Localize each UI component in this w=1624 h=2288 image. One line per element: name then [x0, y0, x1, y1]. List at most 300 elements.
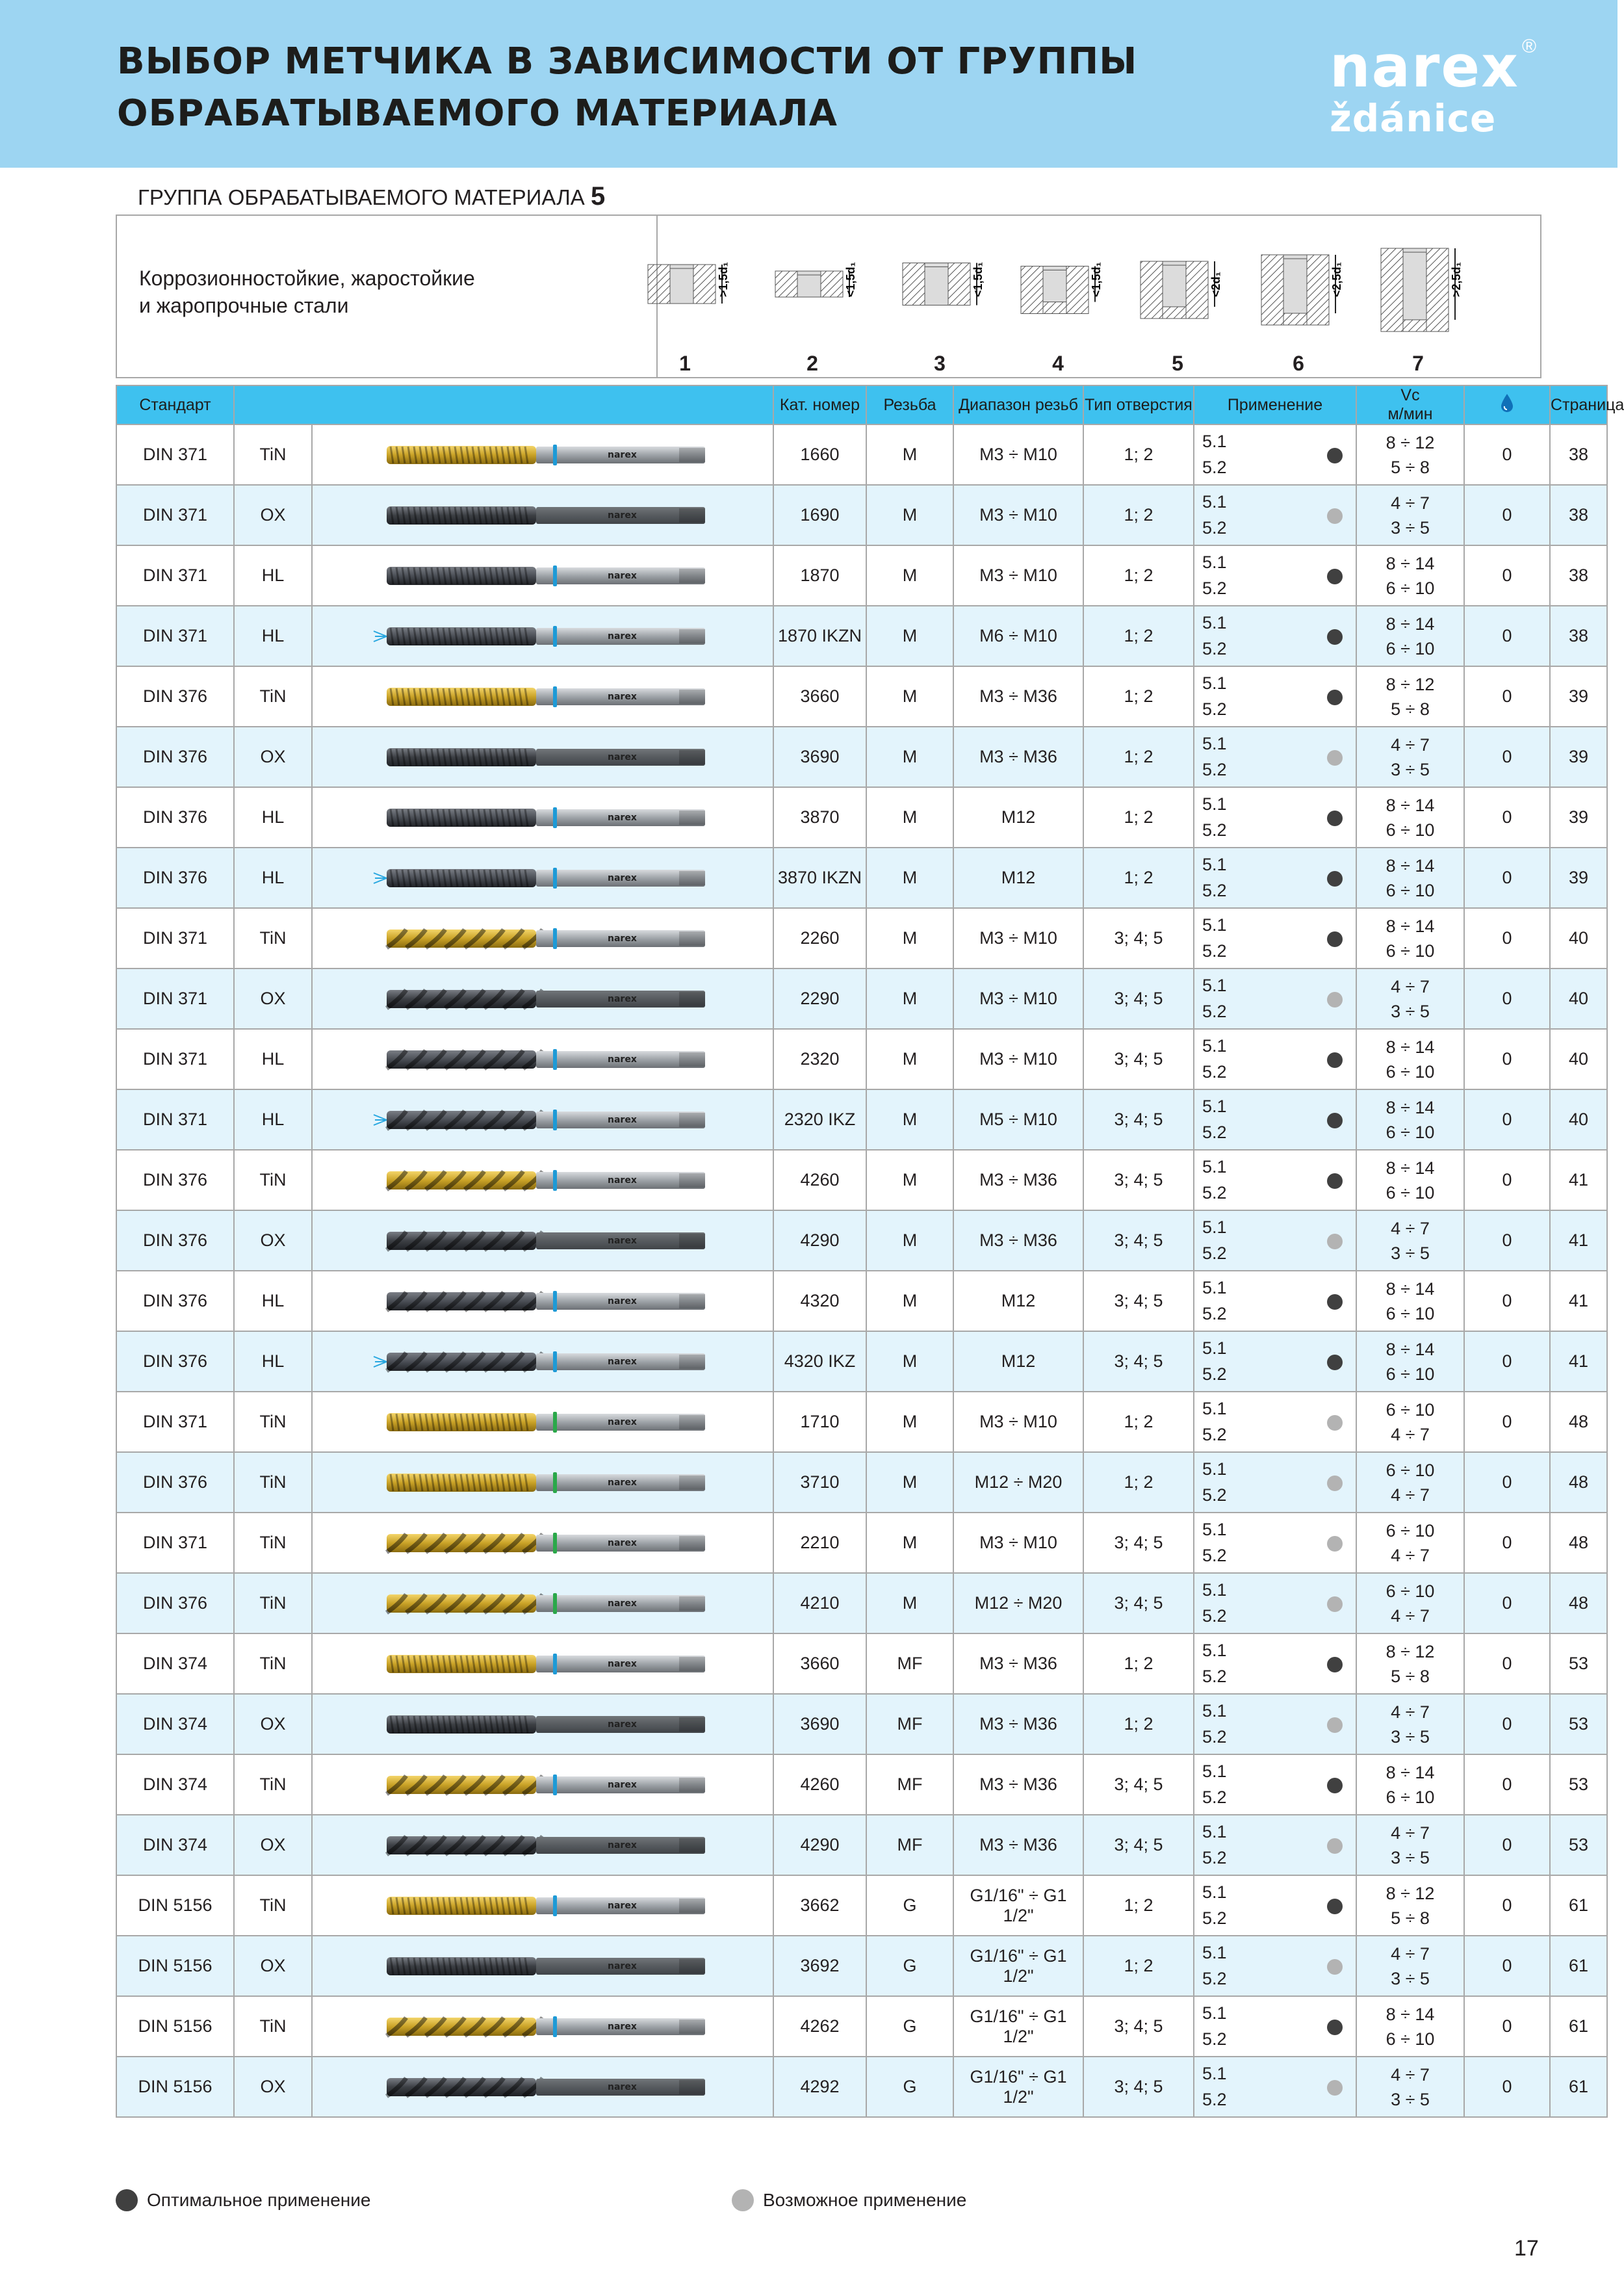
cell-page: 38 — [1550, 606, 1607, 666]
vc-value-1: 6 ÷ 10 — [1386, 1460, 1435, 1480]
cell-standard: DIN 376 — [116, 666, 234, 727]
app-group-2: 5.2 — [1202, 699, 1227, 719]
svg-text:narex: narex — [608, 1477, 637, 1488]
header-band — [0, 0, 1618, 168]
cell-standard: DIN 371 — [116, 606, 234, 666]
table-row — [116, 1089, 1607, 1150]
cell-thread: M — [866, 1513, 953, 1573]
hole-type-number: 3 — [934, 352, 946, 375]
vc-value-2: 4 ÷ 7 — [1391, 1424, 1430, 1444]
cell-page: 41 — [1550, 1331, 1607, 1392]
app-group-1: 5.1 — [1202, 976, 1227, 995]
cell-standard: DIN 376 — [116, 848, 234, 908]
cell-range: M3 ÷ M10 — [953, 1392, 1083, 1452]
tap-illustration — [312, 606, 773, 666]
optimal-dot-icon — [1327, 1113, 1343, 1128]
table-row — [116, 1513, 1607, 1573]
cell-page: 61 — [1550, 1936, 1607, 1996]
cell-thread: MF — [866, 1633, 953, 1694]
cell-standard: DIN 374 — [116, 1754, 234, 1815]
cell-application — [1194, 1573, 1356, 1633]
cell-cat-number: 1660 — [773, 424, 866, 485]
cell-coating: OX — [234, 1210, 312, 1271]
cell-coolant: 0 — [1464, 968, 1550, 1029]
vc-value-1: 4 ÷ 7 — [1391, 734, 1430, 755]
cell-range: M3 ÷ M36 — [953, 1694, 1083, 1754]
app-group-2: 5.2 — [1202, 1667, 1227, 1686]
vc-value-1: 8 ÷ 14 — [1386, 795, 1435, 815]
vc-value-2: 3 ÷ 5 — [1391, 1968, 1430, 1988]
vc-value-2: 5 ÷ 8 — [1391, 1666, 1430, 1686]
legend-possible-label: Возможное применение — [763, 2190, 967, 2210]
app-group-2: 5.2 — [1202, 1425, 1227, 1444]
optimal-dot-icon — [1327, 811, 1343, 826]
svg-text:narex: narex — [608, 1537, 637, 1548]
app-group-2: 5.2 — [1202, 1848, 1227, 1867]
vc-value-2: 4 ÷ 7 — [1391, 1485, 1430, 1505]
cell-vc — [1356, 666, 1464, 727]
cell-thread: MF — [866, 1694, 953, 1754]
hole-section-icon — [764, 216, 861, 352]
cell-cat-number: 3692 — [773, 1936, 866, 1996]
cell-application — [1194, 545, 1356, 606]
hole-type-1 — [636, 216, 734, 378]
cell-coolant: 0 — [1464, 787, 1550, 848]
hole-type-6 — [1250, 216, 1347, 378]
app-group-2: 5.2 — [1202, 1183, 1227, 1202]
cell-standard: DIN 371 — [116, 968, 234, 1029]
cell-thread: M — [866, 1331, 953, 1392]
vc-value-1: 4 ÷ 7 — [1391, 1944, 1430, 1964]
svg-text:narex: narex — [608, 2021, 637, 2032]
table-row — [116, 968, 1607, 1029]
vc-value-1: 6 ÷ 10 — [1386, 1520, 1435, 1540]
cell-thread: M — [866, 1271, 953, 1331]
cell-coating: OX — [234, 1694, 312, 1754]
vc-unit: м/мин — [1387, 405, 1433, 423]
vc-value-2: 4 ÷ 7 — [1391, 1545, 1430, 1565]
cell-standard: DIN 376 — [116, 1331, 234, 1392]
app-group-2: 5.2 — [1202, 1123, 1227, 1142]
cell-coolant: 0 — [1464, 1573, 1550, 1633]
vc-value-1: 8 ÷ 14 — [1386, 916, 1435, 936]
cell-vc — [1356, 1210, 1464, 1271]
narex-logo — [1323, 33, 1537, 146]
app-group-2: 5.2 — [1202, 518, 1227, 538]
vc-value-2: 6 ÷ 10 — [1386, 1787, 1435, 1807]
app-group-1: 5.1 — [1202, 1217, 1227, 1237]
possible-dot-icon — [1327, 992, 1343, 1008]
app-group-2: 5.2 — [1202, 881, 1227, 900]
app-group-2: 5.2 — [1202, 2090, 1227, 2109]
cell-application — [1194, 727, 1356, 787]
cell-coolant: 0 — [1464, 1996, 1550, 2057]
cell-cat-number: 4290 — [773, 1815, 866, 1875]
cell-standard: DIN 371 — [116, 1089, 234, 1150]
cell-thread: M — [866, 1150, 953, 1210]
cell-thread: M — [866, 666, 953, 727]
cell-range: M3 ÷ M36 — [953, 1815, 1083, 1875]
table-row — [116, 727, 1607, 787]
cell-thread: M — [866, 1392, 953, 1452]
cell-hole-type: 1; 2 — [1083, 1633, 1194, 1694]
table-row — [116, 848, 1607, 908]
app-group-2: 5.2 — [1202, 578, 1227, 598]
cell-range: M5 ÷ M10 — [953, 1089, 1083, 1150]
cell-coating: HL — [234, 1089, 312, 1150]
vc-value-2: 5 ÷ 8 — [1391, 699, 1430, 719]
cell-cat-number: 2290 — [773, 968, 866, 1029]
svg-text:<2d₁: <2d₁ — [1209, 272, 1222, 297]
cell-vc — [1356, 1694, 1464, 1754]
hole-type-number: 5 — [1172, 352, 1183, 375]
col-range: Диапазон резьб — [953, 385, 1083, 424]
cell-application — [1194, 606, 1356, 666]
vc-value-2: 6 ÷ 10 — [1386, 1364, 1435, 1384]
tap-illustration — [312, 1150, 773, 1210]
cell-application — [1194, 908, 1356, 968]
cell-page: 41 — [1550, 1210, 1607, 1271]
hole-type-3 — [891, 216, 988, 378]
possible-dot-icon — [1327, 2080, 1343, 2096]
app-group-2: 5.2 — [1202, 1727, 1227, 1747]
cell-coating: TiN — [234, 908, 312, 968]
svg-text:narex: narex — [608, 510, 637, 521]
app-group-2: 5.2 — [1202, 1243, 1227, 1263]
cell-hole-type: 1; 2 — [1083, 666, 1194, 727]
cell-thread: M — [866, 1452, 953, 1513]
page-number: 17 — [1514, 2236, 1539, 2261]
cell-standard: DIN 374 — [116, 1633, 234, 1694]
svg-text:>2,5d₁: >2,5d₁ — [1450, 262, 1463, 297]
cell-page: 53 — [1550, 1694, 1607, 1754]
cell-coating: HL — [234, 1271, 312, 1331]
app-group-2: 5.2 — [1202, 1304, 1227, 1323]
col-application: Применение — [1194, 385, 1356, 424]
possible-dot-icon — [1327, 750, 1343, 766]
vc-value-2: 6 ÷ 10 — [1386, 578, 1435, 598]
app-group-2: 5.2 — [1202, 1485, 1227, 1505]
cell-vc — [1356, 1392, 1464, 1452]
optimal-dot-icon — [1327, 1052, 1343, 1068]
vc-value-2: 6 ÷ 10 — [1386, 2029, 1435, 2049]
description-line-1: Коррозионностойкие, жаростойкие — [139, 266, 475, 290]
tap-selection-table — [116, 385, 1624, 2118]
cell-application — [1194, 1815, 1356, 1875]
cell-thread: M — [866, 1029, 953, 1089]
material-group-title — [138, 181, 605, 213]
app-group-1: 5.1 — [1202, 2064, 1227, 2083]
possible-dot-icon — [1327, 1415, 1343, 1431]
material-info-box — [116, 214, 1541, 378]
tap-illustration — [312, 485, 773, 545]
app-group-1: 5.1 — [1202, 1580, 1227, 1600]
cell-coolant: 0 — [1464, 1089, 1550, 1150]
cell-hole-type: 3; 4; 5 — [1083, 1754, 1194, 1815]
cell-cat-number: 4320 — [773, 1271, 866, 1331]
vc-label: Vc — [1400, 386, 1420, 404]
vc-value-1: 8 ÷ 14 — [1386, 855, 1435, 876]
cell-thread: G — [866, 1875, 953, 1936]
tap-illustration — [312, 1754, 773, 1815]
app-group-1: 5.1 — [1202, 2003, 1227, 2023]
cell-thread: G — [866, 1936, 953, 1996]
svg-text:narex: narex — [608, 691, 637, 702]
cell-application — [1194, 485, 1356, 545]
cell-cat-number: 2320 — [773, 1029, 866, 1089]
cell-vc — [1356, 1936, 1464, 1996]
cell-vc — [1356, 1331, 1464, 1392]
cell-hole-type: 3; 4; 5 — [1083, 1815, 1194, 1875]
svg-text:narex: narex — [608, 1960, 637, 1971]
vc-value-1: 4 ÷ 7 — [1391, 1823, 1430, 1843]
tap-illustration — [312, 727, 773, 787]
cell-hole-type: 1; 2 — [1083, 606, 1194, 666]
optimal-dot-icon — [1327, 1294, 1343, 1310]
cell-vc — [1356, 968, 1464, 1029]
cell-coolant: 0 — [1464, 1210, 1550, 1271]
cell-page: 40 — [1550, 968, 1607, 1029]
cell-page: 48 — [1550, 1573, 1607, 1633]
vc-value-2: 3 ÷ 5 — [1391, 1847, 1430, 1867]
cell-range: M3 ÷ M36 — [953, 1150, 1083, 1210]
app-group-2: 5.2 — [1202, 941, 1227, 961]
cell-vc — [1356, 1573, 1464, 1633]
cell-coolant: 0 — [1464, 1150, 1550, 1210]
cell-application — [1194, 848, 1356, 908]
optimal-dot-icon — [1327, 871, 1343, 887]
app-group-2: 5.2 — [1202, 1606, 1227, 1626]
cell-vc — [1356, 787, 1464, 848]
cell-range: M12 — [953, 787, 1083, 848]
title-line-2: ОБРАБАТЫВАЕМОГО МАТЕРИАЛА — [117, 92, 838, 135]
app-group-1: 5.1 — [1202, 1641, 1227, 1660]
tap-illustration — [312, 1996, 773, 2057]
cell-page: 40 — [1550, 1089, 1607, 1150]
cell-range: M12 — [953, 1331, 1083, 1392]
tap-illustration — [312, 666, 773, 727]
possible-dot-icon — [1327, 1476, 1343, 1491]
tap-illustration — [312, 424, 773, 485]
svg-text:narex: narex — [608, 1114, 637, 1125]
col-vc — [1356, 385, 1464, 424]
col-thread: Резьба — [866, 385, 953, 424]
vc-value-1: 8 ÷ 12 — [1386, 1641, 1435, 1661]
cell-coolant: 0 — [1464, 1029, 1550, 1089]
cell-hole-type: 3; 4; 5 — [1083, 1513, 1194, 1573]
svg-text:>1,5d₁: >1,5d₁ — [717, 262, 730, 297]
cell-coating: TiN — [234, 1513, 312, 1573]
svg-text:narex: narex — [608, 993, 637, 1004]
cell-hole-type: 1; 2 — [1083, 787, 1194, 848]
vc-value-2: 3 ÷ 5 — [1391, 759, 1430, 779]
cell-cat-number: 3710 — [773, 1452, 866, 1513]
cell-range: M3 ÷ M10 — [953, 545, 1083, 606]
vc-value-1: 4 ÷ 7 — [1391, 1702, 1430, 1722]
table-row — [116, 1694, 1607, 1754]
cell-cat-number: 1710 — [773, 1392, 866, 1452]
vc-value-2: 3 ÷ 5 — [1391, 1726, 1430, 1747]
cell-standard: DIN 371 — [116, 1513, 234, 1573]
svg-text:narex: narex — [608, 630, 637, 642]
tap-illustration — [312, 1089, 773, 1150]
cell-coating: TiN — [234, 1573, 312, 1633]
cell-coating: TiN — [234, 1392, 312, 1452]
svg-text:<1,5d₁: <1,5d₁ — [1090, 262, 1103, 297]
cell-hole-type: 1; 2 — [1083, 848, 1194, 908]
hole-section-icon — [891, 216, 988, 352]
app-group-1: 5.1 — [1202, 613, 1227, 632]
cell-range: G1/16" ÷ G1 1/2" — [953, 1996, 1083, 2057]
cell-vc — [1356, 1089, 1464, 1150]
tap-illustration — [312, 1392, 773, 1452]
cell-coating: HL — [234, 545, 312, 606]
app-group-1: 5.1 — [1202, 1157, 1227, 1176]
cell-cat-number: 1870 — [773, 545, 866, 606]
app-group-1: 5.1 — [1202, 1036, 1227, 1056]
svg-text:narex: narex — [608, 1295, 637, 1306]
table-row — [116, 1150, 1607, 1210]
hole-type-number: 2 — [806, 352, 818, 375]
cell-application — [1194, 424, 1356, 485]
cell-page: 40 — [1550, 1029, 1607, 1089]
cell-hole-type: 3; 4; 5 — [1083, 2057, 1194, 2117]
tap-illustration — [312, 1029, 773, 1089]
app-group-1: 5.1 — [1202, 1701, 1227, 1721]
cell-application — [1194, 1513, 1356, 1573]
cell-page: 48 — [1550, 1452, 1607, 1513]
cell-coolant: 0 — [1464, 666, 1550, 727]
cell-page: 39 — [1550, 727, 1607, 787]
cell-application — [1194, 1089, 1356, 1150]
cell-cat-number: 4290 — [773, 1210, 866, 1271]
cell-application — [1194, 1150, 1356, 1210]
app-group-1: 5.1 — [1202, 492, 1227, 512]
cell-coolant: 0 — [1464, 1392, 1550, 1452]
cell-thread: M — [866, 606, 953, 666]
cell-cat-number: 2320 IKZ — [773, 1089, 866, 1150]
cell-page: 39 — [1550, 666, 1607, 727]
cell-coating: TiN — [234, 1875, 312, 1936]
svg-text:narex: narex — [608, 1175, 637, 1186]
cell-hole-type: 1; 2 — [1083, 1875, 1194, 1936]
tap-illustration — [312, 1271, 773, 1331]
cell-coating: TiN — [234, 1754, 312, 1815]
app-group-2: 5.2 — [1202, 1002, 1227, 1021]
optimal-dot-icon — [1327, 1173, 1343, 1189]
vc-value-2: 6 ÷ 10 — [1386, 820, 1435, 840]
cell-thread: M — [866, 727, 953, 787]
vc-value-1: 8 ÷ 14 — [1386, 1762, 1435, 1782]
cell-range: G1/16" ÷ G1 1/2" — [953, 2057, 1083, 2117]
cell-coolant: 0 — [1464, 1633, 1550, 1694]
cell-cat-number: 4260 — [773, 1754, 866, 1815]
possible-dot-icon — [1327, 1717, 1343, 1733]
cell-coating: OX — [234, 2057, 312, 2117]
cell-vc — [1356, 1271, 1464, 1331]
hole-type-7 — [1369, 216, 1467, 378]
cell-coolant: 0 — [1464, 1875, 1550, 1936]
hole-type-2 — [764, 216, 861, 378]
cell-vc — [1356, 1029, 1464, 1089]
optimal-dot-icon — [1327, 569, 1343, 584]
page-title — [117, 36, 1137, 140]
cell-hole-type: 1; 2 — [1083, 1936, 1194, 1996]
vc-value-1: 4 ÷ 7 — [1391, 2064, 1430, 2085]
cell-coating: HL — [234, 848, 312, 908]
tap-illustration — [312, 1331, 773, 1392]
tap-illustration — [312, 2057, 773, 2117]
hole-section-icon — [1009, 216, 1107, 352]
vc-value-1: 4 ÷ 7 — [1391, 976, 1430, 996]
cell-coating: HL — [234, 787, 312, 848]
col-hole-type: Тип отверстия — [1083, 385, 1194, 424]
svg-text:<2,5d₁: <2,5d₁ — [1330, 262, 1343, 297]
cell-cat-number: 3690 — [773, 727, 866, 787]
table-row — [116, 1936, 1607, 1996]
table-row — [116, 1331, 1607, 1392]
svg-text:narex: narex — [608, 1416, 637, 1427]
cell-page: 61 — [1550, 1996, 1607, 2057]
cell-thread: M — [866, 848, 953, 908]
vc-value-1: 8 ÷ 14 — [1386, 1037, 1435, 1057]
vc-value-1: 8 ÷ 14 — [1386, 1279, 1435, 1299]
title-line-1: ВЫБОР МЕТЧИКА В ЗАВИСИМОСТИ ОТ ГРУППЫ — [117, 40, 1138, 83]
cell-thread: M — [866, 1210, 953, 1271]
cell-thread: M — [866, 545, 953, 606]
app-group-1: 5.1 — [1202, 855, 1227, 874]
cell-coating: OX — [234, 727, 312, 787]
cell-coolant: 0 — [1464, 908, 1550, 968]
optimal-dot-icon — [1327, 1657, 1343, 1672]
cell-vc — [1356, 727, 1464, 787]
cell-hole-type: 1; 2 — [1083, 727, 1194, 787]
hole-type-number: 7 — [1412, 352, 1424, 375]
table-row — [116, 666, 1607, 727]
cell-vc — [1356, 1996, 1464, 2057]
cell-hole-type: 3; 4; 5 — [1083, 1573, 1194, 1633]
cell-coolant: 0 — [1464, 485, 1550, 545]
possible-dot-icon — [1327, 1234, 1343, 1249]
table-row — [116, 787, 1607, 848]
hole-section-icon — [1129, 216, 1226, 352]
tap-illustration — [312, 1633, 773, 1694]
cell-coolant: 0 — [1464, 848, 1550, 908]
cell-range: M12 — [953, 848, 1083, 908]
cell-thread: MF — [866, 1754, 953, 1815]
table-body — [116, 424, 1607, 2117]
tap-illustration — [312, 908, 773, 968]
app-group-1: 5.1 — [1202, 432, 1227, 451]
cell-page: 40 — [1550, 908, 1607, 968]
cell-vc — [1356, 1754, 1464, 1815]
app-group-1: 5.1 — [1202, 1338, 1227, 1358]
possible-dot-icon — [1327, 508, 1343, 524]
cell-cat-number: 3660 — [773, 666, 866, 727]
cell-thread: M — [866, 968, 953, 1029]
cell-coating: TiN — [234, 666, 312, 727]
vc-value-1: 6 ÷ 10 — [1386, 1399, 1435, 1420]
vc-value-2: 3 ÷ 5 — [1391, 1001, 1430, 1021]
group-number: 5 — [590, 182, 606, 211]
cell-page: 61 — [1550, 1875, 1607, 1936]
optimal-dot-icon — [1327, 629, 1343, 645]
cell-application — [1194, 1029, 1356, 1089]
cell-application — [1194, 968, 1356, 1029]
tap-illustration — [312, 1513, 773, 1573]
tap-illustration — [312, 1573, 773, 1633]
cell-page: 53 — [1550, 1815, 1607, 1875]
